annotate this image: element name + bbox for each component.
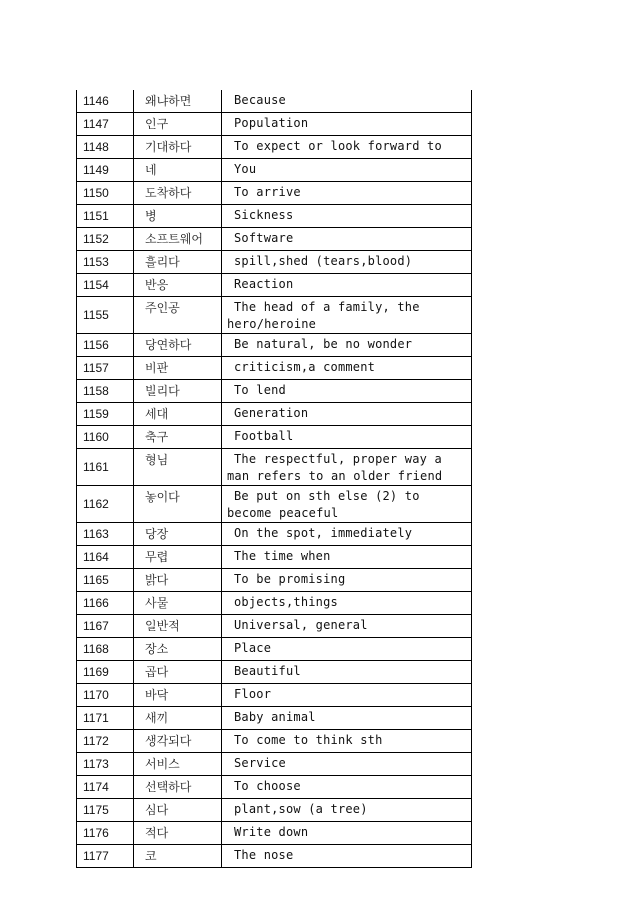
entry-number: 1152: [77, 228, 134, 251]
entry-number: 1167: [77, 615, 134, 638]
english-meaning-cell: [222, 730, 472, 753]
table-row: [77, 334, 472, 357]
english-meaning: criticism,a comment: [234, 360, 376, 374]
english-meaning-cell: [222, 592, 472, 615]
entry-number: 1164: [77, 546, 134, 569]
korean-word: 빌리다: [134, 380, 222, 403]
entry-number: 1165: [77, 569, 134, 592]
entry-number: 1163: [77, 523, 134, 546]
entry-number: 1173: [77, 753, 134, 776]
english-meaning: To come to think sth: [234, 733, 383, 747]
table-row: [77, 205, 472, 228]
english-meaning: objects,things: [234, 595, 338, 609]
english-meaning: You: [234, 162, 257, 176]
korean-word: 인구: [134, 113, 222, 136]
korean-word: 일반적: [134, 615, 222, 638]
english-meaning-cell: [222, 380, 472, 403]
korean-word: 생각되다: [134, 730, 222, 753]
table-row: [77, 426, 472, 449]
english-meaning-cell: [222, 449, 472, 486]
english-meaning-cell: [222, 661, 472, 684]
english-meaning: The respectful, proper way a man refers to an older friend: [227, 452, 443, 483]
english-meaning-cell: [222, 753, 472, 776]
korean-word: 반응: [134, 274, 222, 297]
english-meaning-cell: [222, 426, 472, 449]
korean-word: 적다: [134, 822, 222, 845]
table-row: [77, 730, 472, 753]
english-meaning: Population: [234, 116, 309, 130]
english-meaning: To be promising: [234, 572, 346, 586]
english-meaning: Generation: [234, 406, 309, 420]
english-meaning-cell: [222, 297, 472, 334]
english-meaning: Universal, general: [234, 618, 368, 632]
entry-number: 1159: [77, 403, 134, 426]
english-meaning: Because: [234, 93, 286, 107]
english-meaning-cell: [222, 546, 472, 569]
english-meaning: The nose: [234, 848, 294, 862]
table-row: [77, 228, 472, 251]
english-meaning: To expect or look forward to: [234, 139, 442, 153]
english-meaning: Beautiful: [234, 664, 301, 678]
korean-word: 밝다: [134, 569, 222, 592]
entry-number: 1166: [77, 592, 134, 615]
english-meaning: Write down: [234, 825, 309, 839]
vocabulary-table: [76, 90, 472, 868]
table-row: [77, 546, 472, 569]
table-row: [77, 799, 472, 822]
table-row: [77, 380, 472, 403]
vocabulary-table-body: [77, 90, 472, 868]
korean-word: 병: [134, 205, 222, 228]
table-row: [77, 90, 472, 113]
entry-number: 1161: [77, 449, 134, 486]
entry-number: 1160: [77, 426, 134, 449]
entry-number: 1157: [77, 357, 134, 380]
english-meaning: Sickness: [234, 208, 294, 222]
korean-word: 형님: [134, 449, 222, 486]
table-row: [77, 403, 472, 426]
table-row: [77, 486, 472, 523]
entry-number: 1176: [77, 822, 134, 845]
english-meaning-cell: [222, 403, 472, 426]
english-meaning-cell: [222, 707, 472, 730]
entry-number: 1158: [77, 380, 134, 403]
english-meaning: Place: [234, 641, 272, 655]
english-meaning-cell: [222, 159, 472, 182]
table-row: [77, 592, 472, 615]
table-row: [77, 684, 472, 707]
korean-word: 서비스: [134, 753, 222, 776]
english-meaning: Reaction: [234, 277, 294, 291]
english-meaning-cell: [222, 799, 472, 822]
korean-word: 도착하다: [134, 182, 222, 205]
english-meaning-cell: [222, 113, 472, 136]
entry-number: 1169: [77, 661, 134, 684]
english-meaning-cell: [222, 486, 472, 523]
korean-word: 놓이다: [134, 486, 222, 523]
english-meaning: Floor: [234, 687, 272, 701]
table-row: [77, 182, 472, 205]
korean-word: 기대하다: [134, 136, 222, 159]
english-meaning: Be put on sth else (2) to become peaceful: [227, 489, 420, 520]
entry-number: 1162: [77, 486, 134, 523]
english-meaning-cell: [222, 615, 472, 638]
table-row: [77, 638, 472, 661]
table-row: [77, 274, 472, 297]
korean-word: 선택하다: [134, 776, 222, 799]
english-meaning-cell: [222, 274, 472, 297]
korean-word: 바닥: [134, 684, 222, 707]
entry-number: 1151: [77, 205, 134, 228]
entry-number: 1149: [77, 159, 134, 182]
table-row: [77, 523, 472, 546]
english-meaning: Be natural, be no wonder: [234, 337, 413, 351]
entry-number: 1148: [77, 136, 134, 159]
english-meaning-cell: [222, 845, 472, 868]
english-meaning-cell: [222, 357, 472, 380]
english-meaning-cell: [222, 251, 472, 274]
entry-number: 1154: [77, 274, 134, 297]
korean-word: 소프트웨어: [134, 228, 222, 251]
korean-word: 네: [134, 159, 222, 182]
english-meaning-cell: [222, 90, 472, 113]
table-row: [77, 776, 472, 799]
table-row: [77, 569, 472, 592]
table-row: [77, 297, 472, 334]
korean-word: 왜냐하면: [134, 90, 222, 113]
entry-number: 1155: [77, 297, 134, 334]
english-meaning: Service: [234, 756, 286, 770]
table-row: [77, 707, 472, 730]
korean-word: 당장: [134, 523, 222, 546]
entry-number: 1175: [77, 799, 134, 822]
table-row: [77, 449, 472, 486]
english-meaning: On the spot, immediately: [234, 526, 413, 540]
entry-number: 1172: [77, 730, 134, 753]
english-meaning: The time when: [234, 549, 331, 563]
korean-word: 새끼: [134, 707, 222, 730]
korean-word: 심다: [134, 799, 222, 822]
table-row: [77, 753, 472, 776]
table-row: [77, 845, 472, 868]
table-row: [77, 159, 472, 182]
english-meaning-cell: [222, 638, 472, 661]
english-meaning-cell: [222, 822, 472, 845]
english-meaning: To choose: [234, 779, 301, 793]
entry-number: 1146: [77, 90, 134, 113]
korean-word: 코: [134, 845, 222, 868]
english-meaning: Football: [234, 429, 294, 443]
english-meaning-cell: [222, 569, 472, 592]
table-row: [77, 251, 472, 274]
entry-number: 1174: [77, 776, 134, 799]
table-row: [77, 136, 472, 159]
korean-word: 비판: [134, 357, 222, 380]
entry-number: 1177: [77, 845, 134, 868]
entry-number: 1156: [77, 334, 134, 357]
english-meaning-cell: [222, 136, 472, 159]
korean-word: 세대: [134, 403, 222, 426]
entry-number: 1168: [77, 638, 134, 661]
table-row: [77, 615, 472, 638]
table-row: [77, 661, 472, 684]
english-meaning: To lend: [234, 383, 286, 397]
english-meaning: Software: [234, 231, 294, 245]
english-meaning-cell: [222, 523, 472, 546]
entry-number: 1170: [77, 684, 134, 707]
english-meaning-cell: [222, 334, 472, 357]
english-meaning-cell: [222, 205, 472, 228]
korean-word: 곱다: [134, 661, 222, 684]
english-meaning-cell: [222, 228, 472, 251]
korean-word: 무렵: [134, 546, 222, 569]
english-meaning-cell: [222, 684, 472, 707]
english-meaning-cell: [222, 776, 472, 799]
table-row: [77, 822, 472, 845]
english-meaning: To arrive: [234, 185, 301, 199]
table-row: [77, 357, 472, 380]
entry-number: 1150: [77, 182, 134, 205]
korean-word: 사물: [134, 592, 222, 615]
korean-word: 장소: [134, 638, 222, 661]
korean-word: 축구: [134, 426, 222, 449]
english-meaning: The head of a family, the hero/heroine: [227, 300, 420, 331]
entry-number: 1153: [77, 251, 134, 274]
korean-word: 흘리다: [134, 251, 222, 274]
english-meaning: spill,shed (tears,blood): [234, 254, 413, 268]
english-meaning-cell: [222, 182, 472, 205]
entry-number: 1171: [77, 707, 134, 730]
english-meaning: Baby animal: [234, 710, 316, 724]
entry-number: 1147: [77, 113, 134, 136]
table-row: [77, 113, 472, 136]
english-meaning: plant,sow (a tree): [234, 802, 368, 816]
korean-word: 당연하다: [134, 334, 222, 357]
korean-word: 주인공: [134, 297, 222, 334]
